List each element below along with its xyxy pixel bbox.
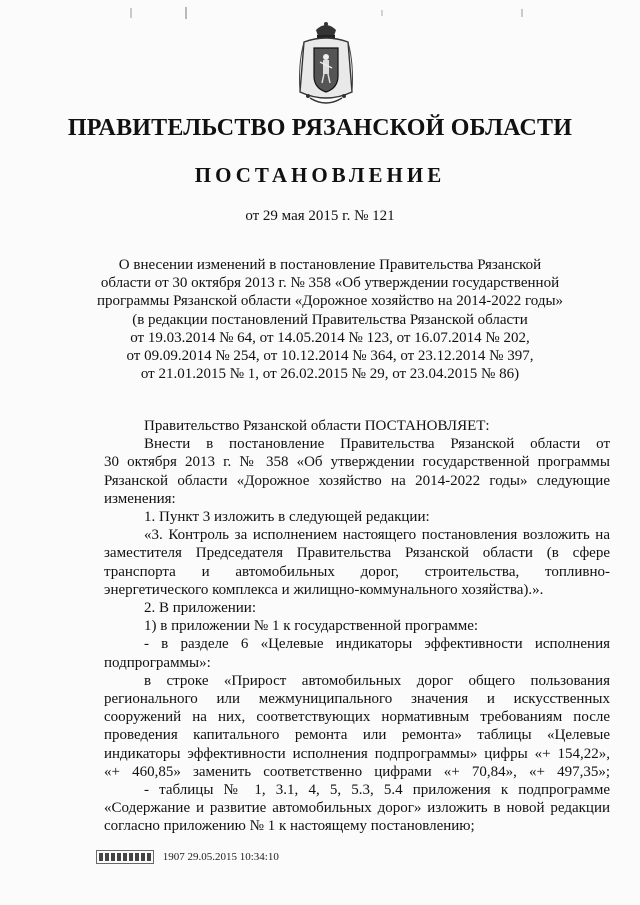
body-line: «+ 460,85» заменить соответственно цифрами «+ 70,84», «+ 497,35»; [104, 763, 610, 780]
subject-line: (в редакции постановлений Правительства Рязанской области [132, 311, 528, 328]
body-line: 2. В приложении: [144, 600, 256, 617]
subject-line: от 21.01.2015 № 1, от 26.02.2015 № 29, от 23.04.2015 № 86) [140, 366, 520, 383]
body-line: «Содержание и развитие автомобильных дорог» изложить в новой редакции [104, 800, 610, 817]
body-line: Рязанской области «Дорожное хозяйство на 2014-2022 годы» следующие [104, 472, 610, 489]
body-line: - таблицы № 1, 3.1, 4, 5, 5.3, 5.4 приложения к подпрограмме [144, 782, 610, 799]
registration-stamp-icon [96, 850, 154, 864]
body-line: заместителя Председателя Правительства Рязанской области (в сфере [104, 545, 610, 562]
scan-marks [0, 6, 640, 20]
body-line: Внести в постановление Правительства Рязанской области от [144, 436, 610, 453]
body-line: 1) в приложении № 1 к государственной программе: [144, 618, 479, 635]
government-title: ПРАВИТЕЛЬСТВО РЯЗАНСКОЙ ОБЛАСТИ [67, 115, 573, 141]
body-line: сооружений на них, соответствующих нормативным требованиям после [104, 709, 610, 726]
document-date-number: от 29 мая 2015 г. № 121 [245, 208, 395, 224]
registration-footer [96, 850, 279, 864]
subject-line: программы Рязанской области «Дорожное хозяйство на 2014-2022 годы» [96, 293, 564, 310]
body-line: Правительство Рязанской области ПОСТАНОВЛЯЕТ: [144, 418, 490, 434]
body-line: индикаторы эффективности исполнения подпрограммы» цифры «+ 154,22», [104, 745, 610, 762]
body-line: согласно приложению № 1 к настоящему постановлению; [104, 818, 475, 835]
subject-line: О внесении изменений в постановление Правительства Рязанской [118, 257, 542, 273]
body-line: регионального или межмуниципального значения и искусственных [104, 691, 610, 708]
document-body [104, 417, 610, 836]
subject-line: от 09.09.2014 № 254, от 10.12.2014 № 364, от 23.12.2014 № 397, [126, 348, 534, 365]
document-subject [90, 256, 570, 383]
subject-line: области от 30 октября 2013 г. № 358 «Об утверждении государственной [100, 275, 560, 292]
coat-of-arms-emblem [290, 20, 362, 110]
body-line: «3. Контроль за исполнением настоящего постановления возложить на [144, 527, 610, 544]
body-line: энергетического комплекса и жилищно-коммунального хозяйства).». [104, 581, 544, 598]
body-line: подпрограммы»: [104, 654, 211, 671]
document-type: ПОСТАНОВЛЕНИЕ [194, 163, 446, 187]
body-line: изменения: [104, 490, 176, 507]
body-line: - в разделе 6 «Целевые индикаторы эффективности исполнения [144, 636, 610, 653]
body-line: транспорта и автомобильных дорог, строительства, топливно- [104, 563, 610, 580]
body-line: 1. Пункт 3 изложить в следующей редакции: [144, 509, 430, 526]
body-line: в строке «Прирост автомобильных дорог общего пользования [144, 672, 610, 689]
body-line: 30 октября 2013 г. № 358 «Об утверждении государственной программы [104, 454, 610, 471]
subject-line: от 19.03.2014 № 64, от 14.05.2014 № 123, от 16.07.2014 № 202, [130, 329, 530, 346]
body-line: проведения капитального ремонта или ремонта» таблицы «Целевые [104, 727, 610, 744]
registration-number-timestamp: 1907 29.05.2015 10:34:10 [162, 851, 279, 863]
